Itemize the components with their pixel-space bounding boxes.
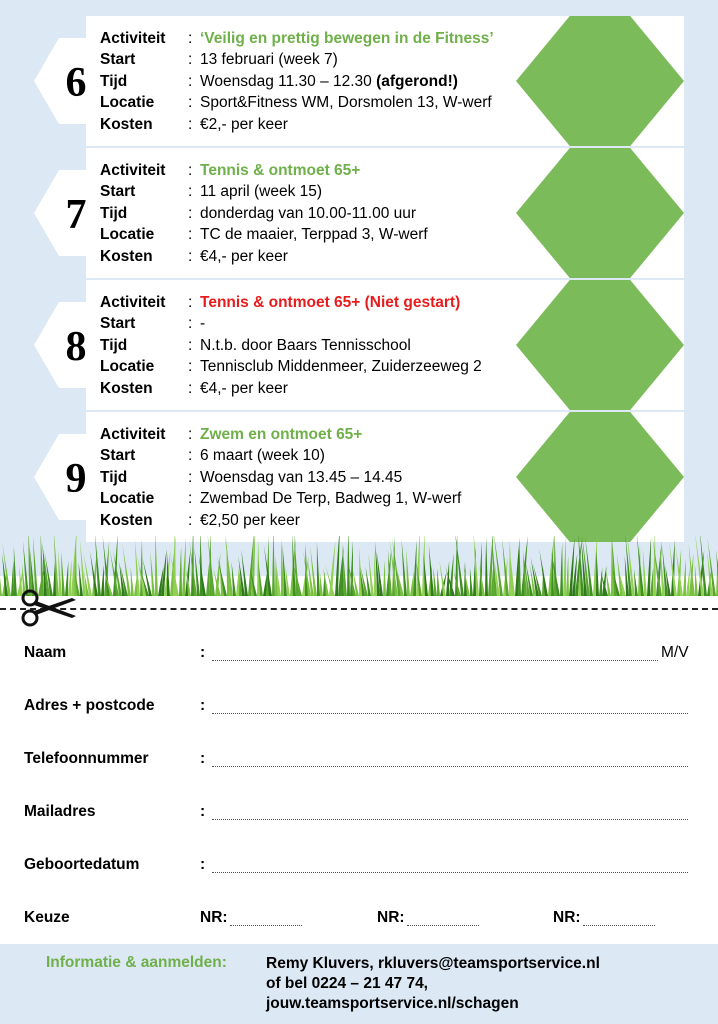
mail-field[interactable] <box>212 819 688 820</box>
nr-field-2[interactable] <box>407 925 479 926</box>
activity-number: 9 <box>65 456 87 502</box>
hexagon-decoration <box>516 412 684 542</box>
colon: : <box>188 115 193 133</box>
locatie-value: Tennisclub Middenmeer, Zuiderzeeweg 2 <box>200 358 482 376</box>
kosten-value: €2,50 per keer <box>200 511 300 529</box>
locatie-value: Zwembad De Terp, Badweg 1, W-werf <box>200 490 462 508</box>
gender-label: M/V <box>661 644 689 661</box>
form-row-naam <box>24 644 694 666</box>
geboortedatum-field[interactable] <box>212 872 688 873</box>
kosten-value: €2,- per keer <box>200 115 288 133</box>
mail-label: Mailadres <box>24 803 96 820</box>
footer <box>0 944 718 1024</box>
grass-blade <box>155 536 158 596</box>
colon: : <box>188 183 193 201</box>
colon: : <box>188 293 193 311</box>
activity-number: 8 <box>65 324 87 370</box>
kosten-label: Kosten <box>100 115 153 133</box>
colon: : <box>188 51 193 69</box>
kosten-label: Kosten <box>100 379 153 397</box>
activiteit-label: Activiteit <box>100 161 166 179</box>
contact-line-2: of bel 0224 – 21 47 74, <box>266 975 428 992</box>
scissors-icon <box>20 588 80 628</box>
kosten-label: Kosten <box>100 247 153 265</box>
hexagon-decoration <box>516 280 684 410</box>
grass-blade <box>560 543 563 596</box>
form-row-adres <box>24 697 694 719</box>
hexagon-decoration <box>516 148 684 278</box>
tijd-note: (afgerond!) <box>376 72 458 90</box>
colon: : <box>188 490 193 508</box>
colon: : <box>188 204 193 222</box>
activiteit-label: Activiteit <box>100 29 166 47</box>
telefoon-label: Telefoonnummer <box>24 750 149 767</box>
grass-blade <box>272 536 275 596</box>
locatie-label: Locatie <box>100 490 155 508</box>
activity-card <box>86 16 684 146</box>
activity-card <box>86 148 684 278</box>
colon: : <box>188 358 193 376</box>
colon: : <box>200 750 206 767</box>
activiteit-label: Activiteit <box>100 293 166 311</box>
colon: : <box>188 425 193 443</box>
grass-blade <box>179 546 182 596</box>
contact-info <box>266 954 600 1014</box>
grass-graphic <box>0 536 718 610</box>
tijd-label: Tijd <box>100 204 128 222</box>
grass-blade <box>563 536 566 596</box>
activity-card <box>86 412 684 542</box>
activity-title: Tennis & ontmoet 65+ <box>200 161 361 179</box>
start-label: Start <box>100 447 136 465</box>
colon: : <box>188 511 193 529</box>
grass-blade <box>596 550 599 596</box>
info-label: Informatie & aanmelden: <box>46 954 227 971</box>
colon: : <box>188 161 193 179</box>
nr-label-2: NR: <box>377 909 405 926</box>
kosten-label: Kosten <box>100 511 153 529</box>
tijd-label: Tijd <box>100 72 128 90</box>
colon: : <box>188 336 193 354</box>
form-row-keuze <box>24 909 694 931</box>
colon: : <box>188 447 193 465</box>
nr-label-1: NR: <box>200 909 228 926</box>
grass-blade <box>566 556 569 596</box>
colon: : <box>188 94 193 112</box>
activiteit-label: Activiteit <box>100 425 166 443</box>
tijd-value: Woensdag 11.30 – 12.30 <box>200 72 372 90</box>
kosten-value: €4,- per keer <box>200 247 288 265</box>
activity-title: Tennis & ontmoet 65+ (Niet gestart) <box>200 293 461 311</box>
contact-line-1: Remy Kluvers, rkluvers@teamsportservice.nl <box>266 955 600 972</box>
colon: : <box>200 803 206 820</box>
start-value: - <box>200 315 206 333</box>
adres-label: Adres + postcode <box>24 697 155 714</box>
colon: : <box>188 247 193 265</box>
locatie-label: Locatie <box>100 226 155 244</box>
adres-field[interactable] <box>212 713 688 714</box>
telefoon-field[interactable] <box>212 766 688 767</box>
tijd-value: N.t.b. door Baars Tennisschool <box>200 336 411 354</box>
tijd-value: Woensdag van 13.45 – 14.45 <box>200 468 403 486</box>
colon: : <box>188 315 193 333</box>
activity-title: Zwem en ontmoet 65+ <box>200 425 363 443</box>
form-row-geboortedatum <box>24 856 694 878</box>
grass-blade <box>347 536 350 596</box>
naam-field[interactable] <box>212 660 658 661</box>
keuze-label: Keuze <box>24 909 70 926</box>
form-row-mail <box>24 803 694 825</box>
start-value: 11 april (week 15) <box>200 183 323 201</box>
tijd-value: donderdag van 10.00-11.00 uur <box>200 204 417 222</box>
activity-title: ‘Veilig en prettig bewegen in de Fitness’ <box>200 29 494 47</box>
colon: : <box>188 226 193 244</box>
tijd-label: Tijd <box>100 468 128 486</box>
colon: : <box>200 697 206 714</box>
locatie-value: TC de maaier, Terppad 3, W-werf <box>200 226 428 244</box>
colon: : <box>200 644 206 661</box>
start-value: 6 maart (week 10) <box>200 447 325 465</box>
nr-field-3[interactable] <box>583 925 655 926</box>
start-label: Start <box>100 315 136 333</box>
tijd-label: Tijd <box>100 336 128 354</box>
start-label: Start <box>100 183 136 201</box>
website-link[interactable]: jouw.teamsportservice.nl/schagen <box>266 995 519 1012</box>
nr-field-1[interactable] <box>230 925 302 926</box>
cut-line <box>0 608 718 610</box>
form-row-telefoon <box>24 750 694 772</box>
activity-card <box>86 280 684 410</box>
locatie-value: Sport&Fitness WM, Dorsmolen 13, W-werf <box>200 94 492 112</box>
colon: : <box>200 856 206 873</box>
geboortedatum-label: Geboortedatum <box>24 856 140 873</box>
activity-number: 6 <box>65 60 87 106</box>
colon: : <box>188 29 193 47</box>
nr-label-3: NR: <box>553 909 581 926</box>
hexagon-decoration <box>516 16 684 146</box>
locatie-label: Locatie <box>100 358 155 376</box>
naam-label: Naam <box>24 644 67 661</box>
activity-number: 7 <box>65 192 87 238</box>
kosten-value: €4,- per keer <box>200 379 288 397</box>
colon: : <box>188 468 193 486</box>
start-label: Start <box>100 51 136 69</box>
start-value: 13 februari (week 7) <box>200 51 338 69</box>
grass-blade <box>14 546 17 596</box>
colon: : <box>188 379 193 397</box>
locatie-label: Locatie <box>100 94 155 112</box>
grass-blade <box>485 537 488 596</box>
colon: : <box>188 72 193 90</box>
